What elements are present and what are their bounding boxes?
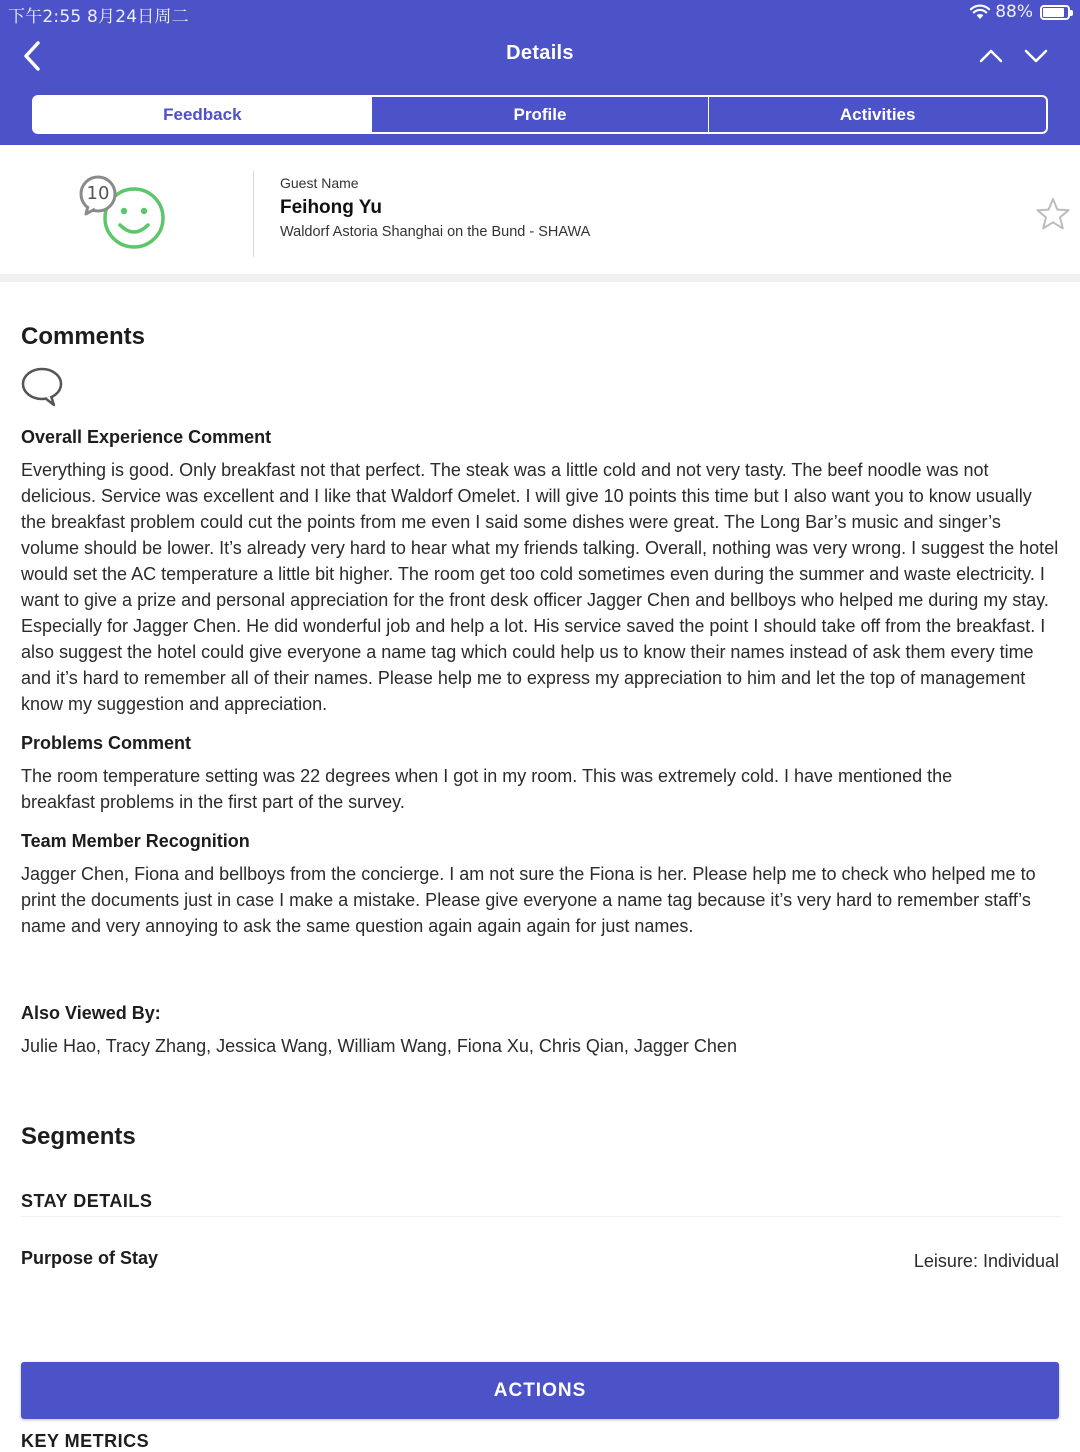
actions-button[interactable]: ACTIONS <box>21 1362 1059 1419</box>
divider <box>253 171 254 257</box>
page-title: Details <box>506 42 574 64</box>
top-header <box>0 0 1080 145</box>
stay-details-label: STAY DETAILS <box>21 1191 153 1211</box>
team-recognition-text: Jagger Chen, Fiona and bellboys from the concierge. I am not sure the Fiona is her. Please help me to check who helped me to print the documents just in case I make a mistake. Please give everyone a name tag because it’s very hard to remember staff’s name and very annoying to ask the same question again again again for just names. <box>21 864 1036 936</box>
score-badge: 10 <box>86 183 110 204</box>
battery-icon <box>1040 5 1070 20</box>
problems-comment-heading: Problems Comment <box>21 733 192 753</box>
purpose-of-stay-row <box>21 1248 1059 1274</box>
speech-bubble-icon <box>21 367 63 407</box>
status-time-date: 下午2:55 8月24日周二 <box>8 7 189 27</box>
team-recognition-heading: Team Member Recognition <box>21 831 250 851</box>
previous-button[interactable] <box>973 40 1009 72</box>
status-indicators <box>970 2 1070 22</box>
also-viewed-heading: Also Viewed By: <box>21 1003 161 1023</box>
stay-details-row <box>21 1172 1061 1217</box>
purpose-of-stay-value: Leisure: Individual <box>913 1251 1059 1271</box>
hotel-name: Waldorf Astoria Shanghai on the Bund - SHAWA <box>280 224 591 240</box>
guest-name-label: Guest Name <box>280 175 359 191</box>
guest-name: Feihong Yu <box>280 197 383 218</box>
key-metrics-heading: KEY METRICS <box>21 1431 150 1451</box>
purpose-of-stay-label: Purpose of Stay <box>21 1248 159 1268</box>
overall-comment-heading: Overall Experience Comment <box>21 427 272 447</box>
star-icon <box>1035 197 1071 231</box>
next-button[interactable] <box>1018 40 1054 72</box>
favorite-button[interactable] <box>1035 197 1071 231</box>
tab-profile[interactable]: Profile <box>371 97 709 132</box>
chevron-up-icon <box>979 48 1003 64</box>
battery-percent: 88% <box>995 2 1033 22</box>
also-viewed-names: Julie Hao, Tracy Zhang, Jessica Wang, William Wang, Fiona Xu, Chris Qian, Jagger Chen <box>21 1036 737 1056</box>
problems-comment-text: The room temperature setting was 22 degrees when I got in my room. This was extremely cold. I have mentioned the breakfast problems in the first part of the survey. <box>21 766 953 812</box>
chevron-down-icon <box>1024 48 1048 64</box>
comments-heading: Comments <box>21 323 146 350</box>
segments-heading: Segments <box>21 1123 136 1150</box>
tab-bar <box>32 95 1048 134</box>
wifi-icon <box>970 4 990 20</box>
tab-activities[interactable]: Activities <box>708 97 1046 132</box>
tab-feedback[interactable]: Feedback <box>34 97 371 132</box>
overall-comment-text: Everything is good. Only breakfast not that perfect. The steak was a little cold and not very tasty. The beef noodle was not delicious. Service was excellent and I like that Waldorf Omelet. I will give 10 points this time but I also want you to know usually the breakfast problem could cut the points from me even I said some dishes were great. The Long Bar’s music and singer’s volume should be lower. It’s already very hard to hear what my friends talking. Overall, nothing was very wrong. I suggest the hotel would set the AC temperature a little bit higher. The room get too cold sometimes even during the summer and waste electricity. I want to give a prize and personal appreciation for the front desk officer Jagger Chen and bellboys who helped me during my stay. Especially for Jagger Chen. He did wonderful job and help a lot. His service saved the point I should take off from the breakfast. I also suggest the hotel could give everyone a name tag which could help us to know their names instead of ask them every time and it’s hard to remember all of their names. Please help me to express my appreciation to him and let the top of management know my suggestion and appreciation. <box>21 460 1059 714</box>
guest-card <box>0 145 1080 282</box>
satisfaction-score <box>78 175 173 255</box>
